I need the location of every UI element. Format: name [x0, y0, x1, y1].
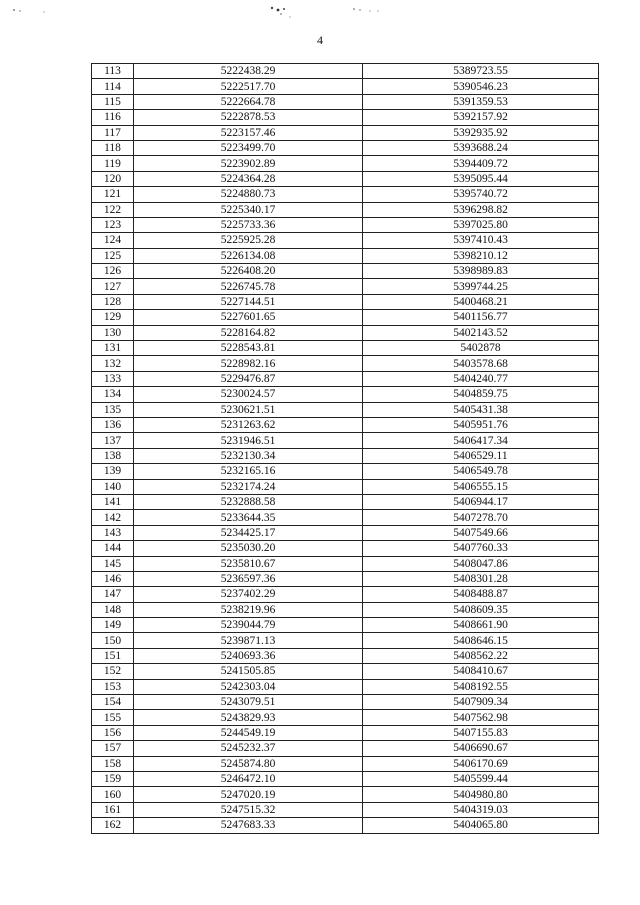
coordinate-x-cell: 5240693.36 — [134, 648, 363, 663]
coordinate-x-cell: 5247515.32 — [134, 802, 363, 817]
table-row — [92, 510, 599, 525]
point-number-cell: 157 — [92, 741, 134, 756]
table-row — [92, 618, 599, 633]
coordinates-table — [91, 63, 599, 834]
coordinate-x-cell: 5222517.70 — [134, 79, 363, 94]
coordinate-x-cell: 5231263.62 — [134, 417, 363, 432]
point-number-cell: 127 — [92, 279, 134, 294]
point-number-cell: 115 — [92, 94, 134, 109]
coordinate-y-cell: 5398989.83 — [363, 264, 599, 279]
table-row — [92, 341, 599, 356]
coordinate-x-cell: 5227144.51 — [134, 294, 363, 309]
coordinate-x-cell: 5225733.36 — [134, 217, 363, 232]
coordinate-y-cell: 5406529.11 — [363, 448, 599, 463]
coordinate-y-cell: 5389723.55 — [363, 64, 599, 79]
table-row — [92, 479, 599, 494]
point-number-cell: 148 — [92, 602, 134, 617]
table-row — [92, 187, 599, 202]
coordinate-y-cell: 5406690.67 — [363, 741, 599, 756]
coordinate-x-cell: 5232174.24 — [134, 479, 363, 494]
point-number-cell: 152 — [92, 664, 134, 679]
point-number-cell: 117 — [92, 125, 134, 140]
table-row — [92, 741, 599, 756]
table-row — [92, 64, 599, 79]
coordinate-x-cell: 5243079.51 — [134, 695, 363, 710]
table-row — [92, 433, 599, 448]
coordinate-y-cell: 5408562.22 — [363, 648, 599, 663]
coordinate-x-cell: 5222878.53 — [134, 110, 363, 125]
table-row — [92, 202, 599, 217]
coordinate-x-cell: 5232888.58 — [134, 494, 363, 509]
point-number-cell: 133 — [92, 371, 134, 386]
coordinate-x-cell: 5245232.37 — [134, 741, 363, 756]
point-number-cell: 154 — [92, 695, 134, 710]
point-number-cell: 141 — [92, 494, 134, 509]
table-row — [92, 771, 599, 786]
coordinate-y-cell: 5394409.72 — [363, 156, 599, 171]
coordinate-x-cell: 5247020.19 — [134, 787, 363, 802]
coordinate-y-cell: 5405599.44 — [363, 771, 599, 786]
coordinate-x-cell: 5239044.79 — [134, 618, 363, 633]
table-row — [92, 633, 599, 648]
table-row — [92, 818, 599, 833]
point-number-cell: 134 — [92, 387, 134, 402]
coordinate-y-cell: 5398210.12 — [363, 248, 599, 263]
coordinate-y-cell: 5407278.70 — [363, 510, 599, 525]
coordinate-x-cell: 5225925.28 — [134, 233, 363, 248]
coordinate-y-cell: 5401156.77 — [363, 310, 599, 325]
table-row — [92, 679, 599, 694]
table-row — [92, 233, 599, 248]
table-row — [92, 494, 599, 509]
point-number-cell: 130 — [92, 325, 134, 340]
table-row — [92, 94, 599, 109]
coordinate-x-cell: 5231946.51 — [134, 433, 363, 448]
coordinate-x-cell: 5226134.08 — [134, 248, 363, 263]
coordinate-y-cell: 5408661.90 — [363, 618, 599, 633]
coordinate-x-cell: 5234425.17 — [134, 525, 363, 540]
coordinate-y-cell: 5404859.75 — [363, 387, 599, 402]
coordinate-x-cell: 5241505.85 — [134, 664, 363, 679]
page-number: 4 — [317, 33, 323, 47]
point-number-cell: 124 — [92, 233, 134, 248]
table-row — [92, 279, 599, 294]
coordinate-x-cell: 5236597.36 — [134, 571, 363, 586]
coordinate-x-cell: 5232165.16 — [134, 464, 363, 479]
coordinate-y-cell: 5408609.35 — [363, 602, 599, 617]
point-number-cell: 143 — [92, 525, 134, 540]
scan-specks — [0, 0, 640, 30]
table-row — [92, 156, 599, 171]
coordinate-x-cell: 5229476.87 — [134, 371, 363, 386]
coordinate-y-cell: 5392935.92 — [363, 125, 599, 140]
coordinate-y-cell: 5400468.21 — [363, 294, 599, 309]
point-number-cell: 113 — [92, 64, 134, 79]
coordinates-table-body — [92, 64, 599, 834]
coordinate-x-cell: 5235810.67 — [134, 556, 363, 571]
point-number-cell: 160 — [92, 787, 134, 802]
coordinate-x-cell: 5224364.28 — [134, 171, 363, 186]
point-number-cell: 150 — [92, 633, 134, 648]
point-number-cell: 142 — [92, 510, 134, 525]
coordinate-x-cell: 5230024.57 — [134, 387, 363, 402]
coordinate-x-cell: 5228164.82 — [134, 325, 363, 340]
coordinate-y-cell: 5406170.69 — [363, 756, 599, 771]
point-number-cell: 123 — [92, 217, 134, 232]
coordinate-y-cell: 5406417.34 — [363, 433, 599, 448]
point-number-cell: 140 — [92, 479, 134, 494]
point-number-cell: 136 — [92, 417, 134, 432]
coordinate-y-cell: 5405431.38 — [363, 402, 599, 417]
coordinate-x-cell: 5223902.89 — [134, 156, 363, 171]
point-number-cell: 132 — [92, 356, 134, 371]
coordinate-y-cell: 5397410.43 — [363, 233, 599, 248]
coordinate-y-cell: 5407760.33 — [363, 541, 599, 556]
point-number-cell: 139 — [92, 464, 134, 479]
table-row — [92, 79, 599, 94]
coordinate-y-cell: 5406555.15 — [363, 479, 599, 494]
table-row — [92, 448, 599, 463]
coordinate-x-cell: 5228982.16 — [134, 356, 363, 371]
coordinate-y-cell: 5404980.80 — [363, 787, 599, 802]
coordinate-x-cell: 5247683.33 — [134, 818, 363, 833]
point-number-cell: 119 — [92, 156, 134, 171]
table-row — [92, 125, 599, 140]
coordinate-x-cell: 5246472.10 — [134, 771, 363, 786]
point-number-cell: 159 — [92, 771, 134, 786]
point-number-cell: 153 — [92, 679, 134, 694]
coordinate-y-cell: 5407562.98 — [363, 710, 599, 725]
coordinate-x-cell: 5239871.13 — [134, 633, 363, 648]
coordinate-x-cell: 5222438.29 — [134, 64, 363, 79]
point-number-cell: 146 — [92, 571, 134, 586]
coordinate-x-cell: 5222664.78 — [134, 94, 363, 109]
coordinate-x-cell: 5224880.73 — [134, 187, 363, 202]
coordinate-x-cell: 5238219.96 — [134, 602, 363, 617]
coordinate-y-cell: 5407909.34 — [363, 695, 599, 710]
point-number-cell: 149 — [92, 618, 134, 633]
point-number-cell: 122 — [92, 202, 134, 217]
table-row — [92, 171, 599, 186]
coordinate-y-cell: 5395095.44 — [363, 171, 599, 186]
coordinate-y-cell: 5408646.15 — [363, 633, 599, 648]
coordinate-x-cell: 5235030.20 — [134, 541, 363, 556]
point-number-cell: 114 — [92, 79, 134, 94]
coordinate-y-cell: 5391359.53 — [363, 94, 599, 109]
coordinate-y-cell: 5393688.24 — [363, 140, 599, 155]
point-number-cell: 131 — [92, 341, 134, 356]
coordinate-x-cell: 5243829.93 — [134, 710, 363, 725]
point-number-cell: 156 — [92, 725, 134, 740]
coordinate-y-cell: 5408192.55 — [363, 679, 599, 694]
point-number-cell: 121 — [92, 187, 134, 202]
table-row — [92, 725, 599, 740]
table-row — [92, 802, 599, 817]
point-number-cell: 158 — [92, 756, 134, 771]
coordinate-y-cell: 5399744.25 — [363, 279, 599, 294]
point-number-cell: 129 — [92, 310, 134, 325]
point-number-cell: 128 — [92, 294, 134, 309]
table-row — [92, 371, 599, 386]
coordinate-x-cell: 5226745.78 — [134, 279, 363, 294]
coordinate-y-cell: 5408047.86 — [363, 556, 599, 571]
coordinate-x-cell: 5230621.51 — [134, 402, 363, 417]
coordinate-y-cell: 5402878 — [363, 341, 599, 356]
table-row — [92, 310, 599, 325]
point-number-cell: 137 — [92, 433, 134, 448]
coordinate-y-cell: 5407155.83 — [363, 725, 599, 740]
table-row — [92, 140, 599, 155]
table-row — [92, 325, 599, 340]
coordinate-x-cell: 5233644.35 — [134, 510, 363, 525]
coordinate-y-cell: 5408488.87 — [363, 587, 599, 602]
table-row — [92, 587, 599, 602]
coordinate-y-cell: 5404319.03 — [363, 802, 599, 817]
point-number-cell: 138 — [92, 448, 134, 463]
point-number-cell: 125 — [92, 248, 134, 263]
coordinate-y-cell: 5408301.28 — [363, 571, 599, 586]
coordinate-y-cell: 5397025.80 — [363, 217, 599, 232]
point-number-cell: 145 — [92, 556, 134, 571]
coordinate-y-cell: 5404065.80 — [363, 818, 599, 833]
table-row — [92, 525, 599, 540]
table-row — [92, 356, 599, 371]
coordinate-x-cell: 5245874.80 — [134, 756, 363, 771]
coordinate-x-cell: 5228543.81 — [134, 341, 363, 356]
coordinate-y-cell: 5405951.76 — [363, 417, 599, 432]
table-row — [92, 110, 599, 125]
coordinate-y-cell: 5402143.52 — [363, 325, 599, 340]
table-row — [92, 787, 599, 802]
coordinate-y-cell: 5395740.72 — [363, 187, 599, 202]
table-row — [92, 248, 599, 263]
coordinate-x-cell: 5223157.46 — [134, 125, 363, 140]
table-row — [92, 264, 599, 279]
point-number-cell: 126 — [92, 264, 134, 279]
table-row — [92, 464, 599, 479]
coordinate-x-cell: 5223499.70 — [134, 140, 363, 155]
point-number-cell: 161 — [92, 802, 134, 817]
coordinate-x-cell: 5237402.29 — [134, 587, 363, 602]
table-row — [92, 402, 599, 417]
coordinate-y-cell: 5404240.77 — [363, 371, 599, 386]
table-row — [92, 417, 599, 432]
point-number-cell: 162 — [92, 818, 134, 833]
table-row — [92, 710, 599, 725]
table-row — [92, 217, 599, 232]
coordinate-y-cell: 5407549.66 — [363, 525, 599, 540]
point-number-cell: 147 — [92, 587, 134, 602]
coordinate-y-cell: 5408410.67 — [363, 664, 599, 679]
coordinate-y-cell: 5392157.92 — [363, 110, 599, 125]
coordinate-y-cell: 5406944.17 — [363, 494, 599, 509]
table-row — [92, 387, 599, 402]
table-row — [92, 695, 599, 710]
table-row — [92, 648, 599, 663]
point-number-cell: 116 — [92, 110, 134, 125]
point-number-cell: 144 — [92, 541, 134, 556]
coordinate-x-cell: 5244549.19 — [134, 725, 363, 740]
table-row — [92, 541, 599, 556]
table-row — [92, 756, 599, 771]
table-row — [92, 571, 599, 586]
point-number-cell: 151 — [92, 648, 134, 663]
table-row — [92, 664, 599, 679]
coordinate-y-cell: 5390546.23 — [363, 79, 599, 94]
table-row — [92, 294, 599, 309]
table-row — [92, 556, 599, 571]
point-number-cell: 118 — [92, 140, 134, 155]
coordinate-y-cell: 5406549.78 — [363, 464, 599, 479]
point-number-cell: 135 — [92, 402, 134, 417]
coordinate-x-cell: 5225340.17 — [134, 202, 363, 217]
coordinate-y-cell: 5396298.82 — [363, 202, 599, 217]
coordinate-x-cell: 5227601.65 — [134, 310, 363, 325]
coordinate-x-cell: 5232130.34 — [134, 448, 363, 463]
coordinate-y-cell: 5403578.68 — [363, 356, 599, 371]
point-number-cell: 155 — [92, 710, 134, 725]
coordinate-x-cell: 5242303.04 — [134, 679, 363, 694]
coordinate-x-cell: 5226408.20 — [134, 264, 363, 279]
point-number-cell: 120 — [92, 171, 134, 186]
table-row — [92, 602, 599, 617]
